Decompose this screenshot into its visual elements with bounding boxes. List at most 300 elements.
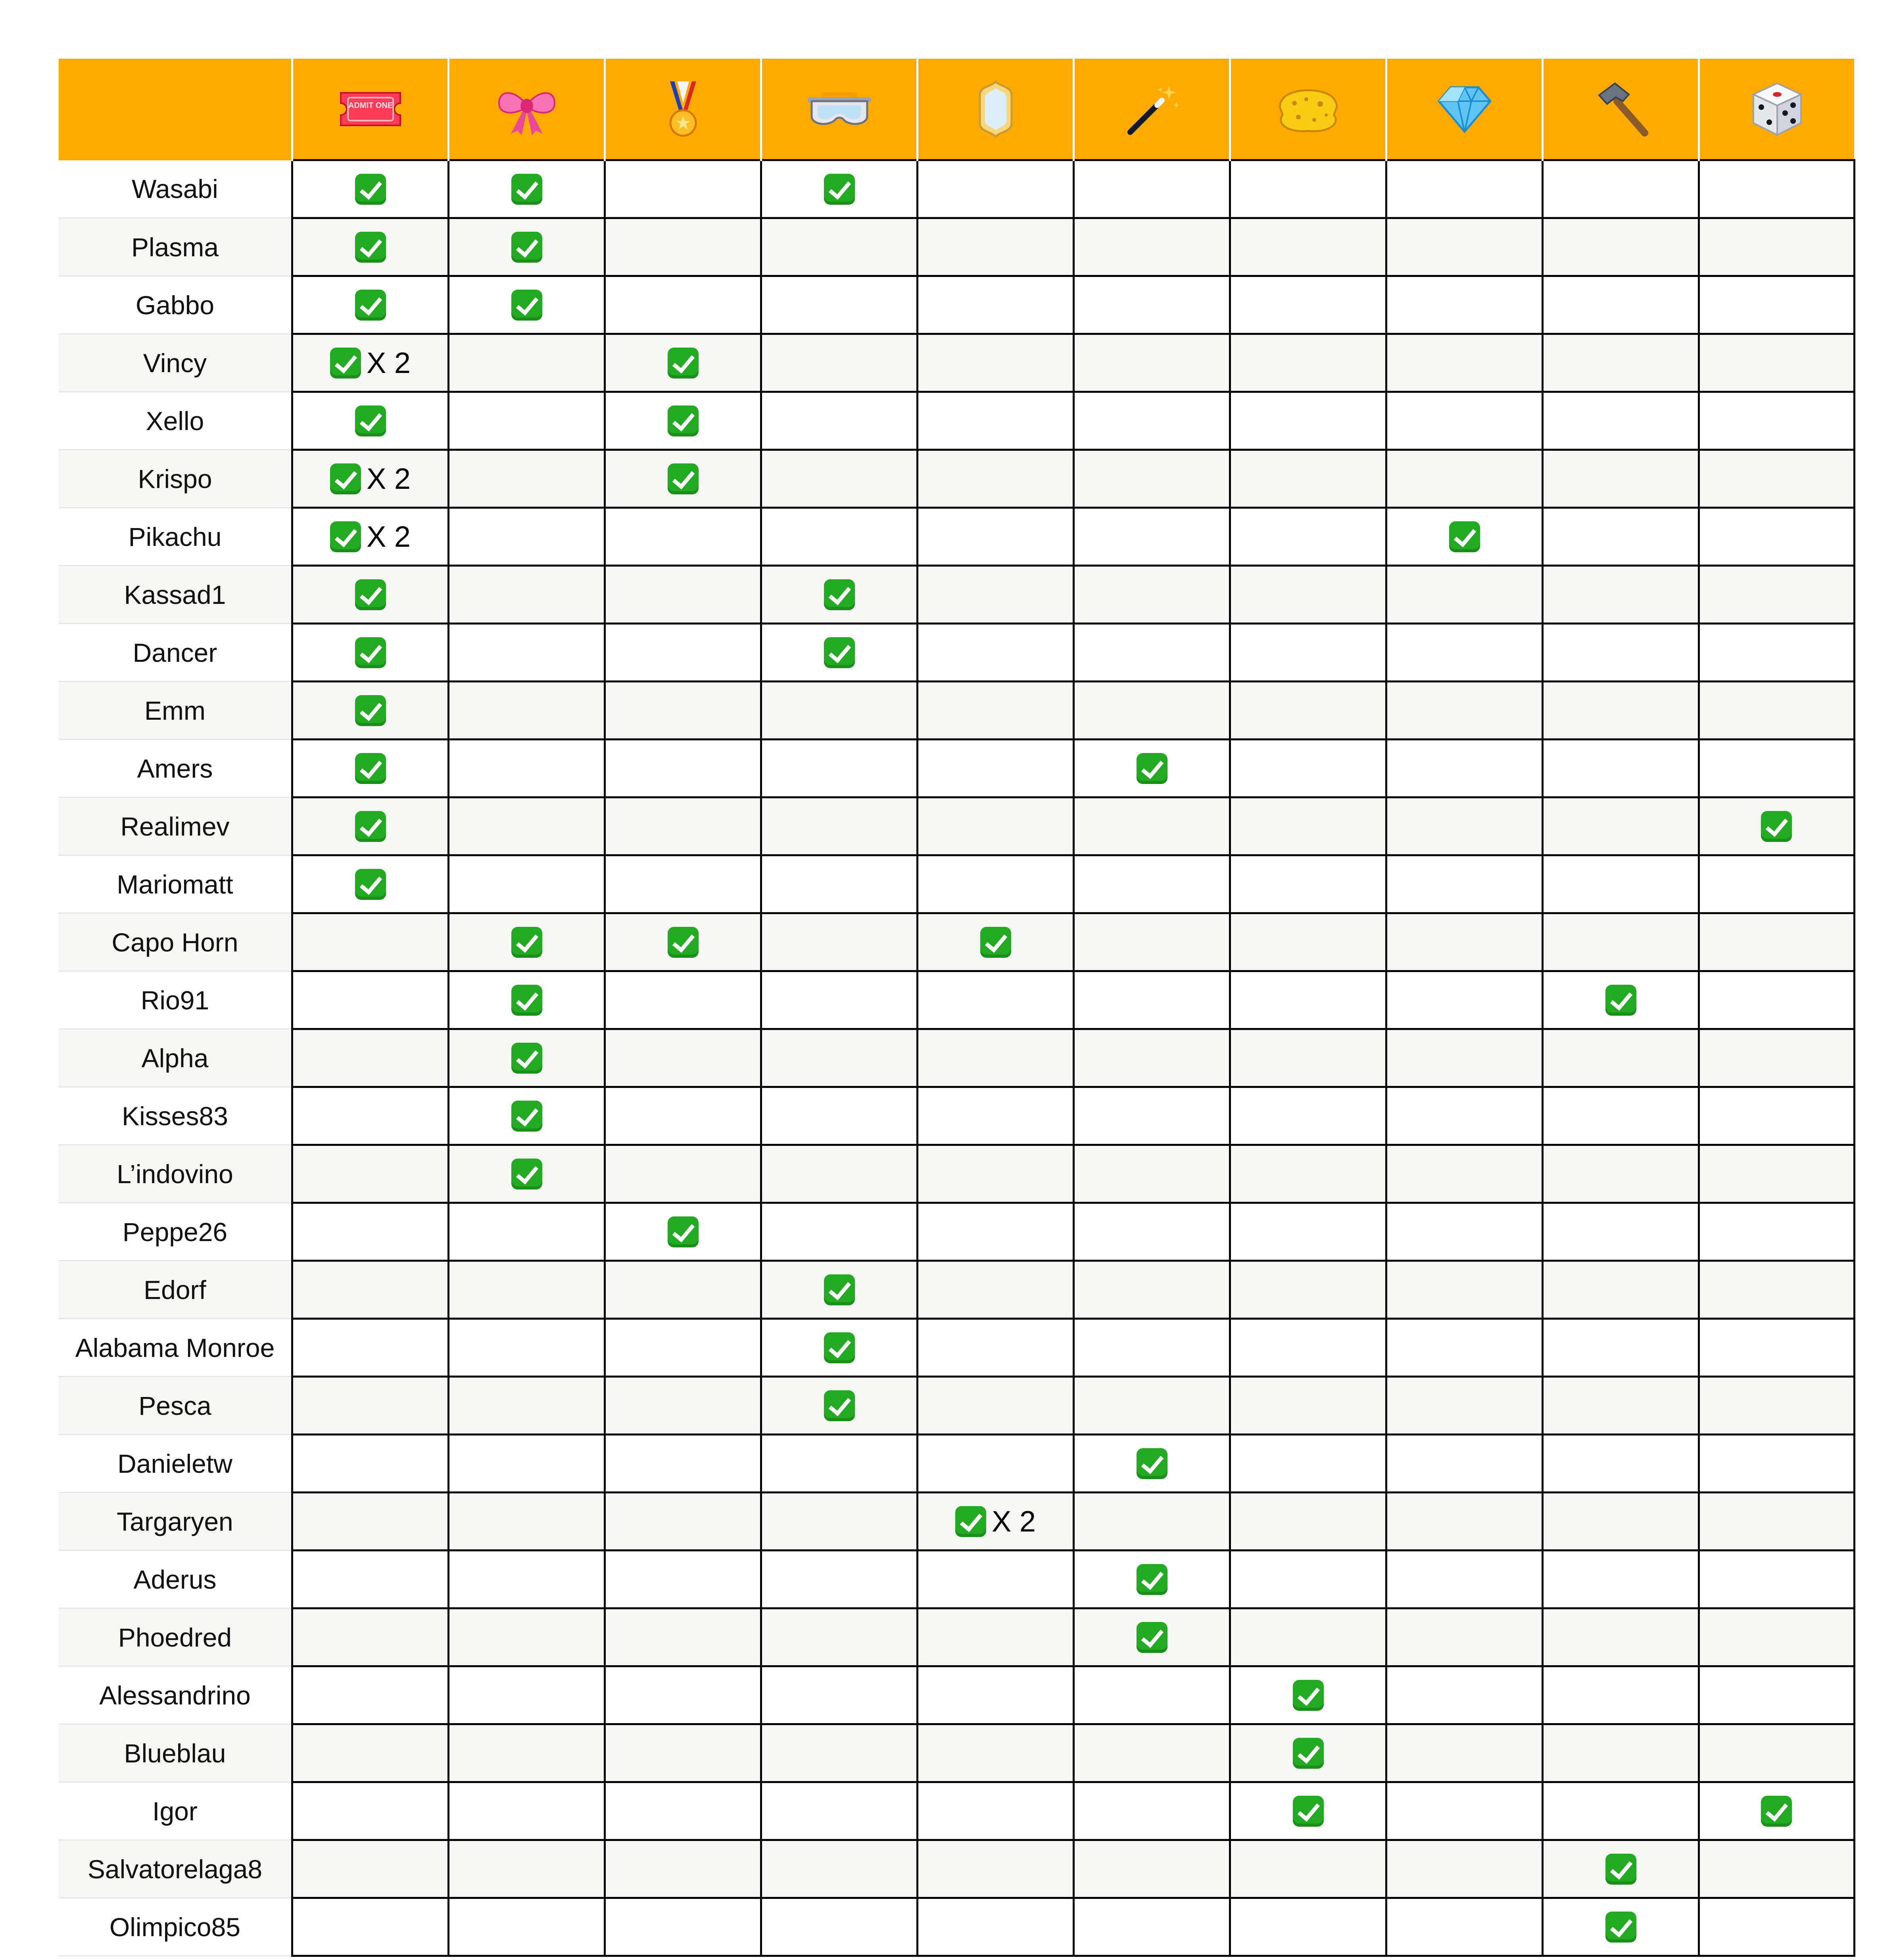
table-cell [1543, 1203, 1699, 1261]
table-cell [449, 1203, 605, 1261]
table-cell [605, 913, 761, 971]
table-cell [1386, 1782, 1543, 1840]
row-name: Aderus [59, 1551, 292, 1608]
column-header-ticket [292, 59, 449, 160]
table-cell [292, 1666, 449, 1724]
table-cell [605, 1608, 761, 1666]
table-cell [1699, 682, 1855, 740]
table-cell [292, 971, 449, 1029]
table-cell [1386, 392, 1543, 450]
table-cell [761, 1261, 918, 1319]
row-name: Pesca [59, 1377, 292, 1435]
row-name: Peppe26 [59, 1203, 292, 1261]
table-cell [605, 1319, 761, 1377]
row-name: Gabbo [59, 276, 292, 334]
table-cell [1230, 334, 1386, 392]
table-cell [1699, 1898, 1855, 1956]
table-cell [449, 1319, 605, 1377]
check-mark-button-icon [1605, 1854, 1636, 1885]
table-cell [1543, 1377, 1699, 1435]
table-cell [761, 218, 918, 276]
check-mark-button-icon [1761, 811, 1792, 842]
table-cell [1699, 1608, 1855, 1666]
table-cell [1074, 1608, 1230, 1666]
table-cell [292, 1724, 449, 1782]
table-cell [449, 1435, 605, 1493]
table-cell [1074, 1029, 1230, 1087]
table-cell [1074, 566, 1230, 624]
table-row [59, 913, 1854, 971]
table-cell [761, 1724, 918, 1782]
table-cell [761, 1898, 918, 1956]
table-cell [1699, 508, 1855, 566]
table-cell [449, 1029, 605, 1087]
multiplier-label: X 2 [366, 346, 411, 379]
table-cell [1699, 566, 1855, 624]
check-mark-button-icon [824, 1274, 855, 1305]
table-cell [1386, 1898, 1543, 1956]
table-cell [605, 450, 761, 508]
table-cell [1230, 1898, 1386, 1956]
table-cell [918, 1840, 1074, 1898]
table-cell [1386, 624, 1543, 682]
header-corner [59, 59, 292, 160]
table-body [59, 160, 1854, 1956]
check-mark-button-icon [1293, 1796, 1324, 1827]
table-cell [1074, 855, 1230, 913]
table-cell [918, 740, 1074, 797]
table-cell [918, 1319, 1074, 1377]
table-cell [1699, 1029, 1855, 1087]
table-cell [761, 1493, 918, 1551]
table-row [59, 218, 1854, 276]
table-cell [449, 566, 605, 624]
table-cell [1074, 392, 1230, 450]
table-cell [292, 566, 449, 624]
table-cell [1699, 450, 1855, 508]
table-cell [1543, 682, 1699, 740]
check-mark-button-icon [668, 463, 699, 494]
table-cell [1074, 1493, 1230, 1551]
table-cell [761, 1608, 918, 1666]
table-cell [1699, 1377, 1855, 1435]
table-cell [1074, 1203, 1230, 1261]
check-mark-button-icon [511, 290, 542, 321]
row-name: Krispo [59, 450, 292, 508]
table-cell [449, 450, 605, 508]
table-cell [1074, 1435, 1230, 1493]
table-cell [1230, 682, 1386, 740]
table-cell [1699, 218, 1855, 276]
table-cell [1386, 508, 1543, 566]
table-cell [1699, 855, 1855, 913]
table-row [59, 1319, 1854, 1377]
table-cell [1699, 1087, 1855, 1145]
table-cell [1386, 1377, 1543, 1435]
table-cell [761, 1782, 918, 1840]
table-cell [1699, 276, 1855, 334]
table-cell [761, 1087, 918, 1145]
table-cell [1699, 1840, 1855, 1898]
table-cell [1074, 913, 1230, 971]
table-cell [1699, 1666, 1855, 1724]
table-cell [605, 508, 761, 566]
row-name: Olimpico85 [59, 1898, 292, 1956]
row-name: Kassad1 [59, 566, 292, 624]
table-cell [1699, 392, 1855, 450]
multiplier-label: X 2 [991, 1505, 1036, 1538]
table-cell [1230, 624, 1386, 682]
table-cell [761, 1319, 918, 1377]
table-cell [1230, 1029, 1386, 1087]
table-cell [1230, 797, 1386, 855]
table-cell [761, 1666, 918, 1724]
check-mark-button-icon [511, 1159, 542, 1189]
table-cell [918, 797, 1074, 855]
table-cell [292, 392, 449, 450]
table-cell [1074, 1551, 1230, 1608]
table-row [59, 1608, 1854, 1666]
table-cell [1699, 797, 1855, 855]
table-cell [1074, 450, 1230, 508]
table-cell [1074, 508, 1230, 566]
table-row [59, 682, 1854, 740]
check-mark-button-icon [1449, 521, 1480, 552]
row-name: Salvatorelaga8 [59, 1840, 292, 1898]
table-cell [292, 1898, 449, 1956]
table-cell [1543, 1551, 1699, 1608]
table-cell [605, 1087, 761, 1145]
table-cell [292, 276, 449, 334]
check-mark-button-icon [1605, 1912, 1636, 1943]
table-cell [292, 1782, 449, 1840]
row-name: Rio91 [59, 971, 292, 1029]
check-mark-button-icon [824, 174, 855, 205]
table-cell [292, 1493, 449, 1551]
table-cell [1543, 1840, 1699, 1898]
table-cell [1230, 913, 1386, 971]
table-cell [292, 450, 449, 508]
check-mark-button-icon [355, 174, 386, 205]
table-cell [1074, 1840, 1230, 1898]
table-cell [605, 1898, 761, 1956]
table-cell [449, 1898, 605, 1956]
table-row [59, 508, 1854, 566]
table-cell [918, 1377, 1074, 1435]
table-cell [292, 1261, 449, 1319]
table-cell [1230, 276, 1386, 334]
row-name: Emm [59, 682, 292, 740]
table-cell [605, 740, 761, 797]
table-row [59, 276, 1854, 334]
column-header-ribbon [449, 59, 605, 160]
table-cell [1386, 1029, 1543, 1087]
table-cell [1699, 971, 1855, 1029]
table-cell [918, 508, 1074, 566]
table-cell [1074, 740, 1230, 797]
table-cell [1230, 160, 1386, 218]
table-cell [1699, 1782, 1855, 1840]
table-cell [1543, 160, 1699, 218]
table-cell [1543, 1724, 1699, 1782]
table-cell [1386, 1435, 1543, 1493]
table-cell [761, 1435, 918, 1493]
table-row [59, 1840, 1854, 1898]
check-mark-button-icon [355, 290, 386, 321]
table-cell [1543, 1087, 1699, 1145]
table-cell [918, 218, 1074, 276]
table-cell [1699, 1319, 1855, 1377]
table-cell [1386, 1261, 1543, 1319]
table-cell [1386, 218, 1543, 276]
table-row [59, 450, 1854, 508]
table-cell [449, 1724, 605, 1782]
check-mark-button-icon [1137, 1448, 1167, 1479]
table-cell [1386, 1608, 1543, 1666]
table-cell [761, 1551, 918, 1608]
table-row [59, 1551, 1854, 1608]
table-cell [1386, 971, 1543, 1029]
table-cell [1699, 913, 1855, 971]
table-cell [918, 1551, 1074, 1608]
check-mark-button-icon [824, 579, 855, 610]
table-row [59, 1377, 1854, 1435]
table-cell [918, 1724, 1074, 1782]
check-mark-button-icon [1137, 753, 1167, 784]
table-cell [1230, 450, 1386, 508]
row-name: Dancer [59, 624, 292, 682]
table-cell [1543, 971, 1699, 1029]
multiplier-label: X 2 [366, 520, 411, 553]
table-cell [1699, 1145, 1855, 1203]
table-cell [292, 1145, 449, 1203]
table-cell [1230, 1087, 1386, 1145]
table-cell [761, 740, 918, 797]
check-mark-button-icon [668, 348, 699, 379]
row-name: L’indovino [59, 1145, 292, 1203]
table-cell [918, 392, 1074, 450]
table-cell [1230, 1782, 1386, 1840]
table-row [59, 1493, 1854, 1551]
header-row [59, 59, 1854, 160]
table-cell [1386, 1203, 1543, 1261]
table-cell [761, 566, 918, 624]
row-name: Danieletw [59, 1435, 292, 1493]
table-cell [761, 1029, 918, 1087]
table-cell [605, 1203, 761, 1261]
column-header-sponge [1230, 59, 1386, 160]
table-cell [761, 392, 918, 450]
table-cell [449, 1261, 605, 1319]
table-cell [1543, 1319, 1699, 1377]
check-mark-button-icon [668, 405, 699, 436]
table-cell [1230, 1840, 1386, 1898]
table-cell [1074, 1724, 1230, 1782]
sports-medal-icon [661, 79, 705, 139]
table-cell [1386, 740, 1543, 797]
check-mark-button-icon [355, 753, 386, 784]
table-cell [449, 1666, 605, 1724]
row-name: Wasabi [59, 160, 292, 218]
table-cell [605, 160, 761, 218]
table-cell [1074, 276, 1230, 334]
row-name: Phoedred [59, 1608, 292, 1666]
table-cell [1543, 797, 1699, 855]
table-cell [761, 913, 918, 971]
table-cell [1074, 1261, 1230, 1319]
table-cell [1543, 1666, 1699, 1724]
table-cell [1543, 450, 1699, 508]
check-mark-button-icon [330, 521, 361, 552]
table-cell [1386, 1551, 1543, 1608]
table-cell [1386, 855, 1543, 913]
row-name: Mariomatt [59, 855, 292, 913]
table-cell [1074, 1377, 1230, 1435]
table-row [59, 1029, 1854, 1087]
table-cell [292, 1319, 449, 1377]
magic-wand-icon [1122, 81, 1182, 137]
table-cell [449, 1782, 605, 1840]
table-cell [1230, 1435, 1386, 1493]
table-row [59, 971, 1854, 1029]
table-cell [1230, 1377, 1386, 1435]
table-row [59, 1898, 1854, 1956]
table-cell [1230, 740, 1386, 797]
table-cell [918, 334, 1074, 392]
table-cell [1386, 1087, 1543, 1145]
table-cell [605, 392, 761, 450]
table-cell [449, 740, 605, 797]
table-cell [449, 1840, 605, 1898]
check-mark-button-icon [511, 1043, 542, 1074]
table-cell [1543, 740, 1699, 797]
table-cell [918, 855, 1074, 913]
table-cell [1230, 1261, 1386, 1319]
table-cell [449, 913, 605, 971]
table-cell [761, 1840, 918, 1898]
table-cell [1386, 1724, 1543, 1782]
table-cell [449, 392, 605, 450]
table-cell [1543, 392, 1699, 450]
table-cell [1386, 1319, 1543, 1377]
table-cell [1230, 392, 1386, 450]
check-mark-button-icon [330, 348, 361, 379]
table-cell [1386, 1840, 1543, 1898]
check-mark-button-icon [355, 869, 386, 900]
table-cell [1230, 1608, 1386, 1666]
table-cell [918, 1087, 1074, 1145]
check-mark-button-icon [511, 174, 542, 205]
hand-mirror-icon [974, 79, 1018, 139]
row-name: Plasma [59, 218, 292, 276]
table-cell [761, 1145, 918, 1203]
check-mark-button-icon [511, 232, 542, 263]
table-cell [1386, 682, 1543, 740]
table-cell [1386, 1666, 1543, 1724]
table-cell [1230, 971, 1386, 1029]
table-cell [1074, 797, 1230, 855]
check-mark-button-icon [355, 232, 386, 263]
table-cell [605, 1666, 761, 1724]
table-cell [1543, 624, 1699, 682]
column-header-gem [1386, 59, 1543, 160]
table-cell [605, 1551, 761, 1608]
table-cell [1230, 855, 1386, 913]
table-cell [292, 1840, 449, 1898]
table-cell [1074, 624, 1230, 682]
table-row [59, 1782, 1854, 1840]
check-mark-button-icon [668, 927, 699, 958]
table-cell [605, 797, 761, 855]
sponge-icon [1275, 83, 1342, 135]
table-cell [1543, 913, 1699, 971]
table-cell [449, 508, 605, 566]
check-mark-button-icon [330, 463, 361, 494]
table-cell [292, 1377, 449, 1435]
table-cell [292, 160, 449, 218]
table-cell [1386, 1145, 1543, 1203]
ticket-text: ADMIT ONE [348, 101, 393, 110]
safety-goggles-icon [806, 85, 873, 133]
table-cell [1230, 1724, 1386, 1782]
table-cell [1074, 1666, 1230, 1724]
check-mark-button-icon [1137, 1622, 1167, 1653]
table-cell [292, 218, 449, 276]
table-cell [761, 971, 918, 1029]
table-cell [918, 1666, 1074, 1724]
table-cell [918, 1898, 1074, 1956]
table-cell [605, 1782, 761, 1840]
check-mark-button-icon [824, 637, 855, 668]
table-cell [605, 334, 761, 392]
table-row [59, 1087, 1854, 1145]
table-cell [761, 160, 918, 218]
table-cell [449, 276, 605, 334]
table-row [59, 740, 1854, 797]
table-cell [449, 682, 605, 740]
column-header-medal [605, 59, 761, 160]
table-cell [1543, 508, 1699, 566]
admit-one-ticket-icon [337, 87, 404, 131]
row-name: Kisses83 [59, 1087, 292, 1145]
table-row [59, 160, 1854, 218]
table-cell [605, 566, 761, 624]
table-cell [761, 1203, 918, 1261]
table-cell [292, 1029, 449, 1087]
table-row [59, 1203, 1854, 1261]
table-cell [292, 855, 449, 913]
tracker-table [59, 59, 1855, 1957]
table-cell [605, 1435, 761, 1493]
table-cell [761, 508, 918, 566]
table-cell [1386, 160, 1543, 218]
column-header-die [1699, 59, 1855, 160]
table-cell [1074, 682, 1230, 740]
table-row [59, 1435, 1854, 1493]
table-cell [605, 971, 761, 1029]
table-cell [1699, 160, 1855, 218]
table-cell [1543, 218, 1699, 276]
table-cell [918, 624, 1074, 682]
row-name: Alessandrino [59, 1666, 292, 1724]
table-cell [605, 1724, 761, 1782]
column-header-goggles [761, 59, 918, 160]
check-mark-button-icon [668, 1216, 699, 1247]
table-cell [1230, 1319, 1386, 1377]
row-name: Capo Horn [59, 913, 292, 971]
multiplier-label: X 2 [366, 462, 411, 495]
table-cell [449, 160, 605, 218]
